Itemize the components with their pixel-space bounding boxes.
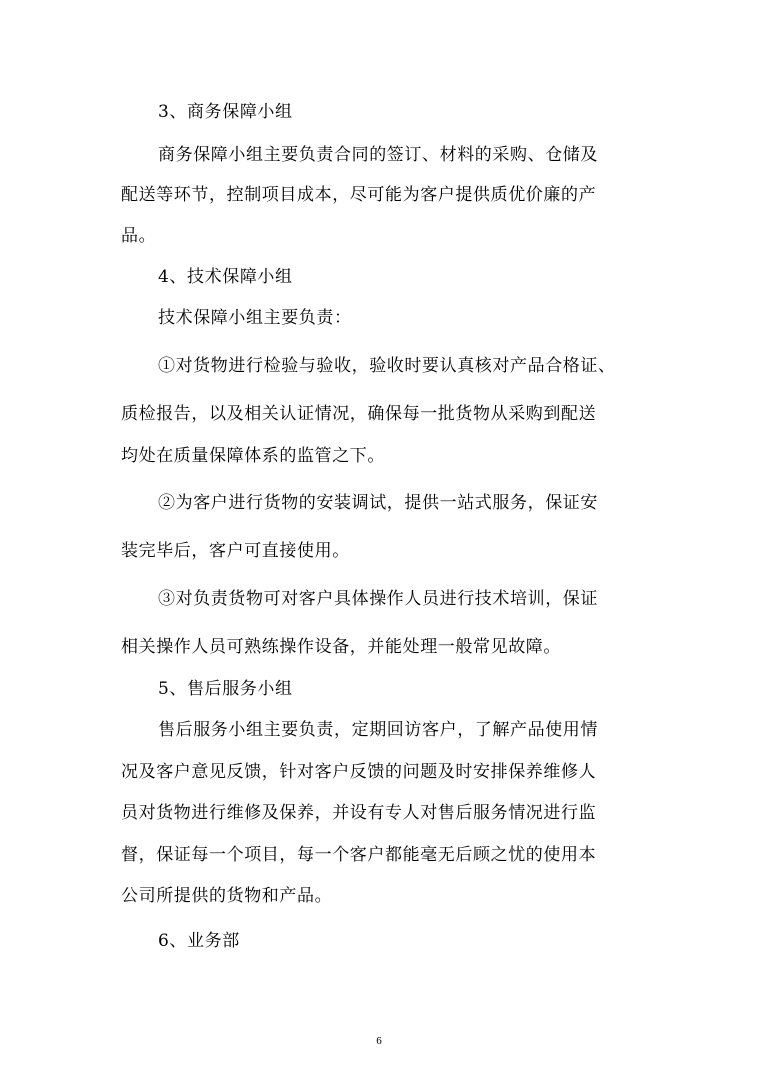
section-heading-6: 6、业务部	[158, 931, 240, 951]
paragraph-line: 督，保证每一个项目，每一个客户都能毫无后顾之忧的使用本	[121, 845, 597, 865]
paragraph-line: 售后服务小组主要负责，定期回访客户，了解产品使用情	[158, 720, 598, 740]
paragraph-line: 商务保障小组主要负责合同的签订、材料的采购、仓储及	[158, 145, 598, 165]
page-number: 6	[376, 1035, 382, 1047]
paragraph-line: 技术保障小组主要负责：	[158, 308, 352, 328]
paragraph-line: ①对货物进行检验与验收，验收时要认真核对产品合格证、	[158, 356, 616, 376]
paragraph-line: ③对负责货物可对客户具体操作人员进行技术培训，保证	[158, 589, 598, 609]
section-heading-5: 5、售后服务小组	[158, 679, 293, 699]
paragraph-line: 配送等环节，控制项目成本，尽可能为客户提供质优价廉的产	[121, 185, 597, 205]
section-heading-3: 3、商务保障小组	[158, 102, 293, 122]
paragraph-line: 员对货物进行维修及保养，并设有专人对售后服务情况进行监	[121, 803, 597, 823]
paragraph-line: ②为客户进行货物的安装调试，提供一站式服务，保证安	[158, 493, 598, 513]
paragraph-line: 公司所提供的货物和产品。	[121, 886, 333, 906]
paragraph-line: 均处在质量保障体系的监管之下。	[121, 446, 385, 466]
paragraph-line: 装完毕后，客户可直接使用。	[121, 541, 350, 561]
paragraph-line: 况及客户意见反馈，针对客户反馈的问题及时安排保养维修人	[121, 762, 597, 782]
paragraph-line: 品。	[121, 226, 157, 246]
paragraph-line: 质检报告，以及相关认证情况，确保每一批货物从采购到配送	[121, 404, 597, 424]
section-heading-4: 4、技术保障小组	[158, 267, 293, 287]
paragraph-line: 相关操作人员可熟练操作设备，并能处理一般常见故障。	[121, 637, 561, 657]
